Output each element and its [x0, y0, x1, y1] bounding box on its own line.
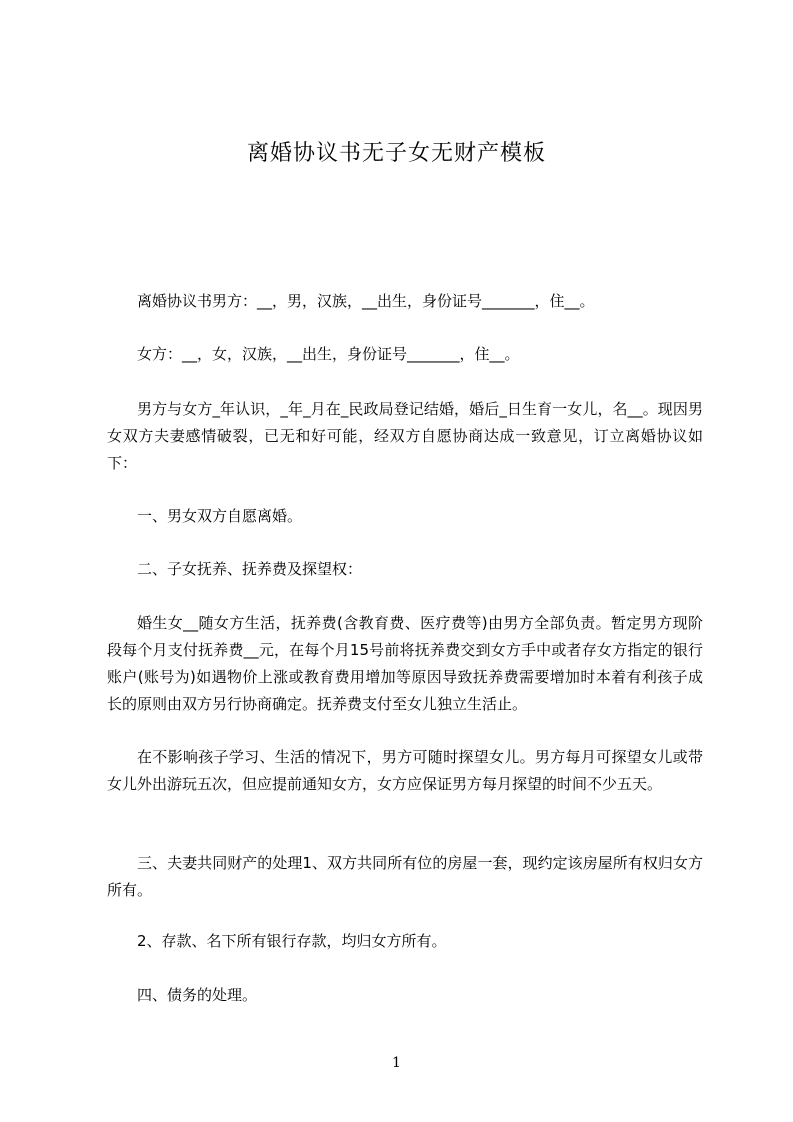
page-number: 1 [392, 1055, 401, 1071]
paragraph-clause-1: 一、男女双方自愿离婚。 [137, 507, 303, 525]
paragraph-wife-info: 女方：__，女，汉族，__出生，身份证号_______，住__。 [137, 345, 520, 363]
paragraph-clause-4-debts: 四、债务的处理。 [137, 986, 258, 1004]
paragraph-savings: 2、存款、名下所有银行存款，均归女方所有。 [137, 932, 447, 950]
document-title: 离婚协议书无子女无财产模板 [246, 141, 546, 166]
paragraph-child-support: 婚生女__随女方生活，抚养费(含教育费、医疗费等)由男方全部负责。暂定男方现阶段每个月支付抚养费__元，在每个月15号前将抚养费交到女方手中或者存女方指定的银行账户(账号为)如遇物价上涨或教育费用增加等原因导致抚养费需要增加时本着有利孩子成长的原则由双方另行协商确定。抚养费支付至女儿独立生活止。 [107, 614, 703, 713]
paragraph-clause-3-property: 三、夫妻共同财产的处理1、双方共同所有位的房屋一套，现约定该房屋所有权归女方所有。 [107, 854, 703, 899]
paragraph-clause-2-heading: 二、子女抚养、抚养费及探望权： [137, 560, 363, 578]
paragraph-marriage-background: 男方与女方_年认识，_年_月在_民政局登记结婚，婚后_日生育一女儿，名__。现因男女双方夫妻感情破裂，已无和好可能，经双方自愿协商达成一致意见，订立离婚协议如下： [107, 400, 703, 472]
paragraph-visitation: 在不影响孩子学习、生活的情况下，男方可随时探望女儿。男方每月可探望女儿或带女儿外出游玩五次，但应提前通知女方，女方应保证男方每月探望的时间不少五天。 [107, 748, 703, 793]
paragraph-husband-info: 离婚协议书男方：__，男，汉族，__出生，身份证号_______，住__。 [137, 292, 595, 310]
